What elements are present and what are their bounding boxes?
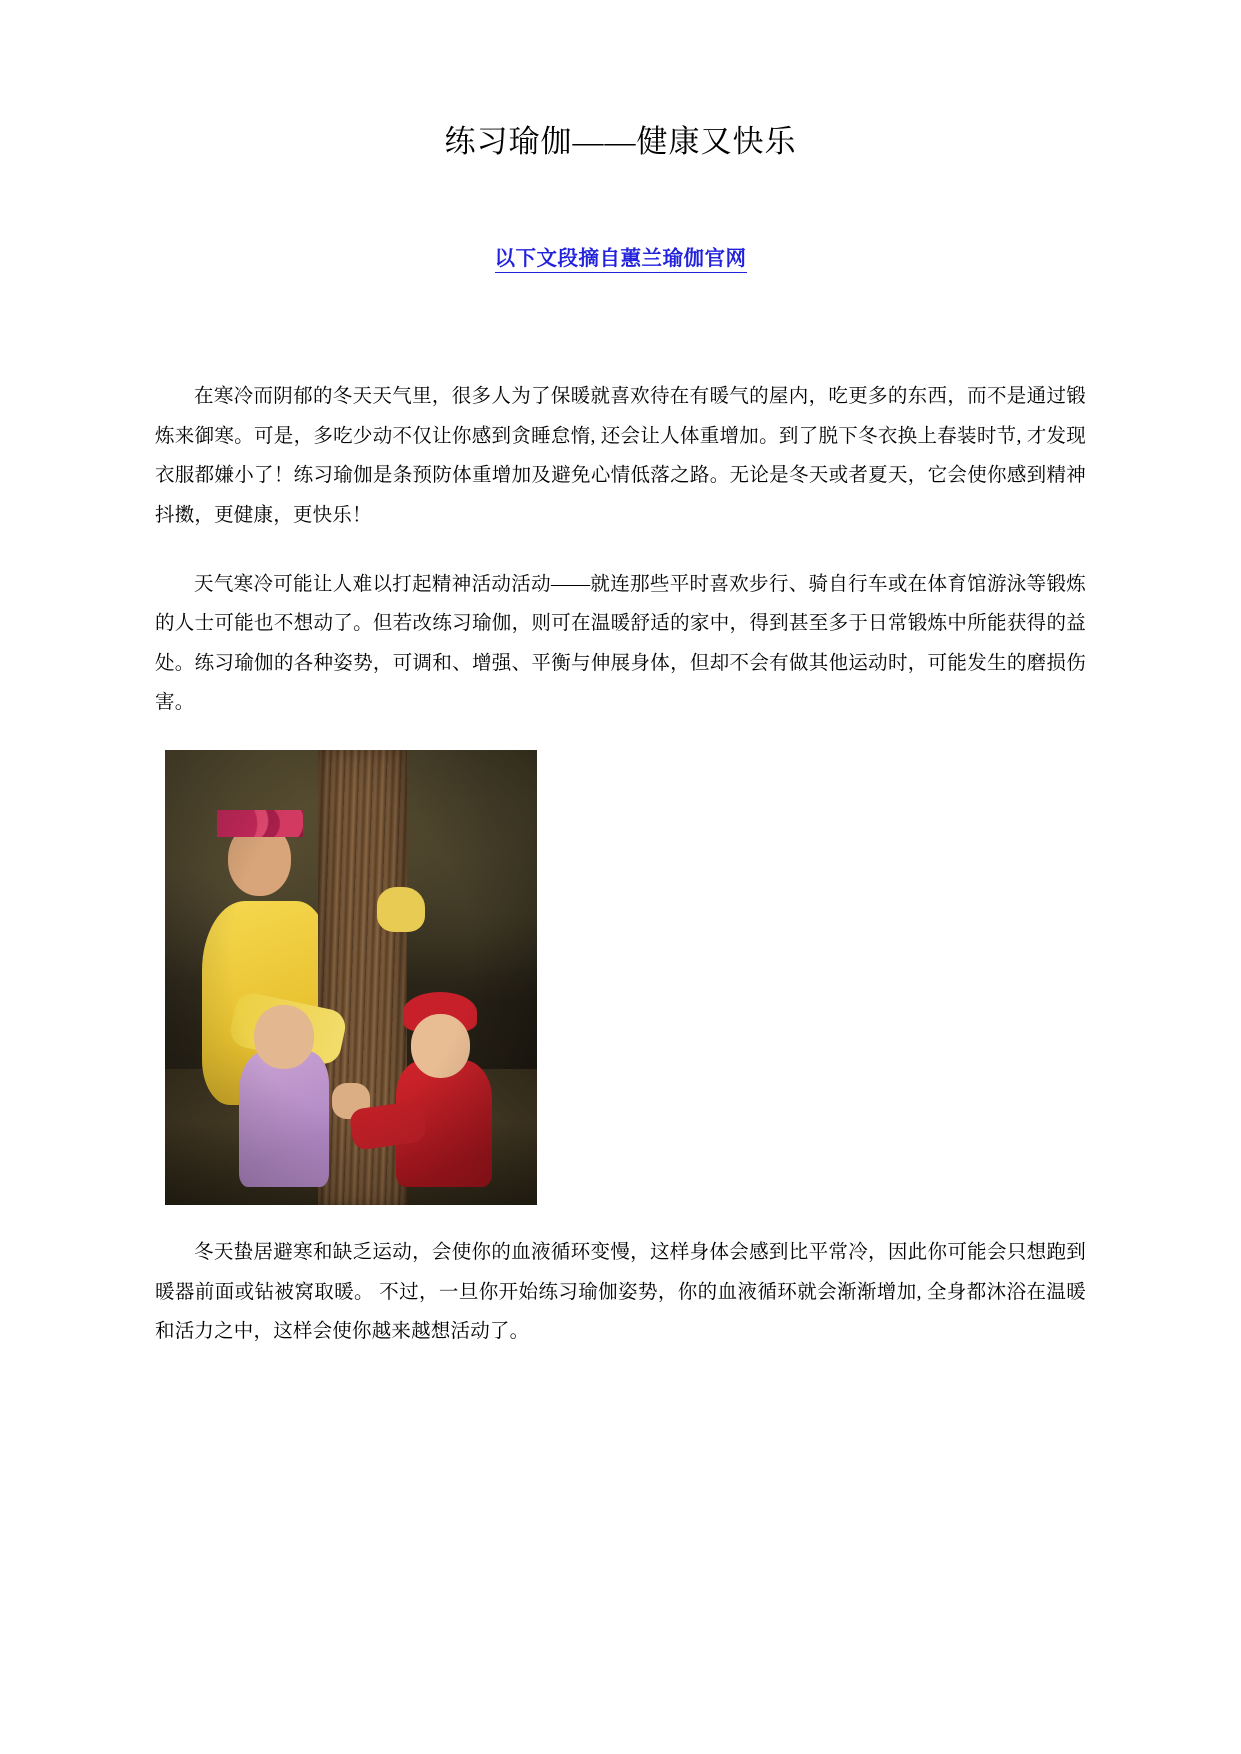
- document-subtitle: 以下文段摘自蕙兰瑜伽官网: [495, 241, 747, 273]
- paragraph-3: 冬天蛰居避寒和缺乏运动，会使你的血液循环变慢，这样身体会感到比平常冷，因此你可能会只想跑到暖器前面或钻被窝取暖。 不过，一旦你开始练习瑜伽姿势，你的血液循环就会渐渐增加, 全身都沐浴在温暖和活力之中，这样会使你越来越想活动了。: [155, 1242, 1086, 1343]
- subtitle-row: [155, 241, 1086, 273]
- document-body: [155, 377, 1086, 1351]
- photo-family-hugging-tree: [165, 750, 537, 1205]
- photo-vignette: [165, 750, 537, 1205]
- paragraph-2: 天气寒冷可能让人难以打起精神活动活动——就连那些平时喜欢步行、骑自行车或在体育馆游泳等锻炼的人士可能也不想动了。但若改练习瑜伽，则可在温暖舒适的家中，得到甚至多于日常锻炼中所能获得的益处。练习瑜伽的各种姿势，可调和、增强、平衡与伸展身体，但却不会有做其他运动时，可能发生的磨损伤害。: [155, 573, 1086, 714]
- page-title: 练习瑜伽——健康又快乐: [444, 124, 797, 159]
- figure-yoga-photo: [165, 750, 537, 1205]
- paragraph-1: 在寒冷而阴郁的冬天天气里，很多人为了保暖就喜欢待在有暖气的屋内，吃更多的东西，而不是通过锻炼来御寒。可是，多吃少动不仅让你感到贪睡怠惰, 还会让人体重增加。到了脱下冬衣换上春装时节, 才发现衣服都嫌小了！练习瑜伽是条预防体重增加及避免心情低落之路。无论是冬天或者夏天，它会使你感到精神 抖擞，更健康，更快乐！: [155, 386, 1086, 526]
